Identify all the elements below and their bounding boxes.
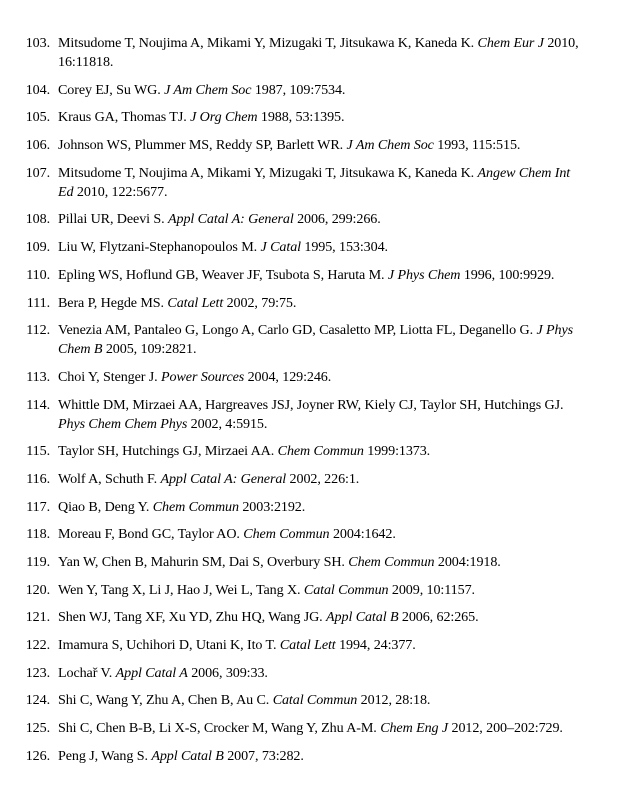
- reference-authors: Peng J, Wang S.: [58, 747, 148, 764]
- reference-item: [0, 747, 617, 766]
- reference-journal: Appl Catal A: [115, 664, 188, 681]
- reference-item: [0, 321, 617, 359]
- reference-details: 2004:1642.: [332, 526, 396, 543]
- reference-text: [58, 553, 587, 572]
- reference-authors: Epling WS, Hoflund GB, Weaver JF, Tsubota S, Haruta M.: [58, 266, 385, 283]
- reference-details: 2002, 79:75.: [226, 294, 297, 311]
- reference-text: [58, 266, 587, 285]
- reference-authors: Yan W, Chen B, Mahurin SM, Dai S, Overbury SH.: [58, 554, 345, 570]
- reference-text: [58, 81, 587, 100]
- reference-authors: Taylor SH, Hutchings GJ, Mirzaei AA.: [58, 443, 275, 460]
- reference-item: [0, 442, 617, 461]
- reference-journal: Catal Lett: [167, 294, 224, 311]
- reference-text: [58, 396, 587, 434]
- reference-authors: Moreau F, Bond GC, Taylor AO.: [58, 526, 240, 543]
- reference-number: 116.: [26, 470, 50, 487]
- reference-details: 2004:1918.: [437, 554, 501, 570]
- reference-journal: Appl Catal A: General: [160, 470, 287, 487]
- reference-item: [0, 266, 617, 285]
- reference-authors: Pillai UR, Deevi S.: [58, 211, 165, 228]
- reference-item: [0, 636, 617, 655]
- reference-text: [58, 498, 587, 517]
- reference-text: [58, 294, 587, 313]
- reference-text: [58, 108, 587, 127]
- reference-authors: Choi Y, Stenger J.: [58, 368, 158, 385]
- reference-number: 112.: [26, 322, 50, 339]
- reference-number: 123.: [25, 664, 50, 681]
- reference-details: 2006, 299:266.: [297, 211, 381, 228]
- reference-details: 2004, 129:246.: [247, 368, 332, 385]
- reference-journal: Angew Chem Int Ed: [58, 164, 571, 200]
- reference-number: 125.: [25, 720, 50, 737]
- reference-authors: Shen WJ, Tang XF, Xu YD, Zhu HQ, Wang JG.: [58, 609, 323, 626]
- reference-details: 1999:1373.: [367, 443, 431, 460]
- reference-text: [58, 608, 587, 627]
- reference-text: [58, 525, 587, 544]
- reference-authors: Kraus GA, Thomas TJ.: [58, 109, 187, 126]
- reference-details: 1993, 115:515.: [437, 137, 521, 154]
- reference-journal: Catal Commun: [303, 581, 389, 598]
- reference-journal: J Phys Chem B: [58, 322, 574, 358]
- reference-authors: Mitsudome T, Noujima A, Mikami Y, Mizugaki T, Jitsukawa K, Kaneda K.: [58, 164, 475, 181]
- reference-authors: Lochař V.: [58, 664, 113, 681]
- reference-item: [0, 470, 617, 489]
- reference-authors: Imamura S, Uchihori D, Utani K, Ito T.: [58, 637, 277, 654]
- reference-item: [0, 81, 617, 100]
- reference-number: 117.: [26, 498, 50, 515]
- reference-text: [58, 368, 587, 387]
- reference-item: [0, 294, 617, 313]
- reference-number: 110.: [26, 266, 50, 283]
- reference-details: 1987, 109:7534.: [254, 81, 346, 98]
- reference-journal: Chem Commun: [243, 526, 330, 543]
- reference-text: [58, 691, 587, 710]
- reference-text: [58, 470, 587, 489]
- reference-details: 2010, 122:5677.: [76, 183, 168, 200]
- reference-journal: Chem Commun: [348, 554, 435, 570]
- reference-number: 118.: [26, 526, 50, 543]
- reference-item: [0, 164, 617, 202]
- reference-journal: Chem Commun: [152, 498, 239, 515]
- reference-number: 119.: [26, 554, 50, 570]
- reference-text: [58, 719, 587, 738]
- reference-item: [0, 581, 617, 600]
- reference-item: [0, 34, 617, 72]
- reference-number: 114.: [26, 396, 50, 413]
- reference-journal: Appl Catal A: General: [167, 211, 294, 228]
- reference-authors: Shi C, Wang Y, Zhu A, Chen B, Au C.: [58, 692, 270, 709]
- reference-number: 109.: [25, 239, 50, 256]
- reference-details: 2002, 4:5915.: [190, 415, 268, 432]
- reference-journal: Catal Commun: [272, 692, 358, 709]
- reference-text: [58, 664, 587, 683]
- reference-text: [58, 210, 587, 229]
- reference-text: [58, 581, 587, 600]
- reference-details: 1996, 100:9929.: [463, 266, 555, 283]
- reference-item: [0, 498, 617, 517]
- reference-number: 111.: [26, 294, 50, 311]
- reference-text: [58, 442, 587, 461]
- reference-details: 1994, 24:377.: [339, 637, 416, 654]
- reference-item: [0, 136, 617, 155]
- reference-details: 2012, 28:18.: [360, 692, 431, 709]
- reference-text: [58, 164, 587, 202]
- reference-details: 2009, 10:1157.: [391, 581, 475, 598]
- reference-journal: Power Sources: [161, 368, 245, 385]
- reference-journal: Chem Eng J: [380, 720, 449, 737]
- reference-journal: J Catal: [260, 239, 301, 256]
- reference-item: [0, 719, 617, 738]
- reference-journal: J Phys Chem: [387, 266, 461, 283]
- reference-item: [0, 691, 617, 710]
- reference-number: 115.: [26, 443, 50, 460]
- reference-authors: Qiao B, Deng Y.: [58, 498, 150, 515]
- reference-item: [0, 664, 617, 683]
- reference-authors: Johnson WS, Plummer MS, Reddy SP, Barlett WR.: [58, 137, 344, 154]
- reference-journal: J Am Chem Soc: [346, 137, 434, 154]
- reference-number: 104.: [25, 81, 50, 98]
- reference-journal: J Org Chem: [190, 109, 258, 126]
- reference-item: [0, 238, 617, 257]
- reference-item: [0, 108, 617, 127]
- reference-number: 107.: [25, 164, 50, 181]
- reference-authors: Bera P, Hegde MS.: [58, 294, 164, 311]
- reference-authors: Mitsudome T, Noujima A, Mikami Y, Mizugaki T, Jitsukawa K, Kaneda K.: [58, 35, 475, 51]
- reference-details: 2010, 16:11818.: [58, 35, 579, 70]
- reference-authors: Shi C, Chen B-B, Li X-S, Crocker M, Wang Y, Zhu A-M.: [58, 720, 377, 737]
- reference-text: [58, 238, 587, 257]
- reference-details: 2002, 226:1.: [289, 470, 360, 487]
- reference-item: [0, 608, 617, 627]
- reference-authors: Whittle DM, Mirzaei AA, Hargreaves JSJ, Joyner RW, Kiely CJ, Taylor SH, Hutchings GJ.: [58, 396, 564, 413]
- reference-journal: Appl Catal B: [151, 747, 224, 764]
- reference-journal: Catal Lett: [279, 637, 336, 654]
- reference-journal: J Am Chem Soc: [164, 81, 252, 98]
- reference-authors: Liu W, Flytzani-Stephanopoulos M.: [58, 239, 258, 256]
- reference-number: 122.: [25, 637, 50, 654]
- reference-text: [58, 34, 587, 72]
- reference-authors: Venezia AM, Pantaleo G, Longo A, Carlo GD, Casaletto MP, Liotta FL, Deganello G.: [58, 322, 534, 339]
- reference-item: [0, 368, 617, 387]
- reference-list: [0, 34, 617, 775]
- reference-text: [58, 136, 587, 155]
- reference-journal: Phys Chem Chem Phys: [58, 415, 188, 432]
- reference-details: 1988, 53:1395.: [260, 109, 345, 126]
- reference-number: 126.: [25, 747, 50, 764]
- reference-number: 113.: [26, 368, 50, 385]
- reference-number: 121.: [25, 609, 50, 626]
- reference-text: [58, 321, 587, 359]
- reference-details: 2005, 109:2821.: [105, 341, 197, 358]
- reference-details: 2003:2192.: [242, 498, 306, 515]
- reference-details: 2006, 62:265.: [401, 609, 479, 626]
- reference-number: 124.: [25, 692, 50, 709]
- reference-number: 106.: [25, 137, 50, 154]
- reference-journal: Chem Eur J: [477, 35, 544, 51]
- reference-text: [58, 636, 587, 655]
- reference-details: 2012, 200–202:729.: [451, 720, 563, 737]
- reference-number: 105.: [25, 109, 50, 126]
- reference-item: [0, 396, 617, 434]
- reference-details: 2007, 73:282.: [227, 747, 304, 764]
- reference-text: [58, 747, 587, 766]
- reference-item: [0, 210, 617, 229]
- reference-number: 120.: [25, 581, 50, 598]
- reference-authors: Corey EJ, Su WG.: [58, 81, 161, 98]
- reference-number: 103.: [25, 35, 50, 51]
- reference-details: 1995, 153:304.: [304, 239, 388, 256]
- reference-journal: Appl Catal B: [326, 609, 399, 626]
- reference-number: 108.: [25, 211, 50, 228]
- reference-details: 2006, 309:33.: [191, 664, 268, 681]
- reference-authors: Wolf A, Schuth F.: [58, 470, 158, 487]
- reference-authors: Wen Y, Tang X, Li J, Hao J, Wei L, Tang X.: [58, 581, 301, 598]
- reference-item: [0, 525, 617, 544]
- reference-journal: Chem Commun: [277, 443, 364, 460]
- reference-item: [0, 553, 617, 572]
